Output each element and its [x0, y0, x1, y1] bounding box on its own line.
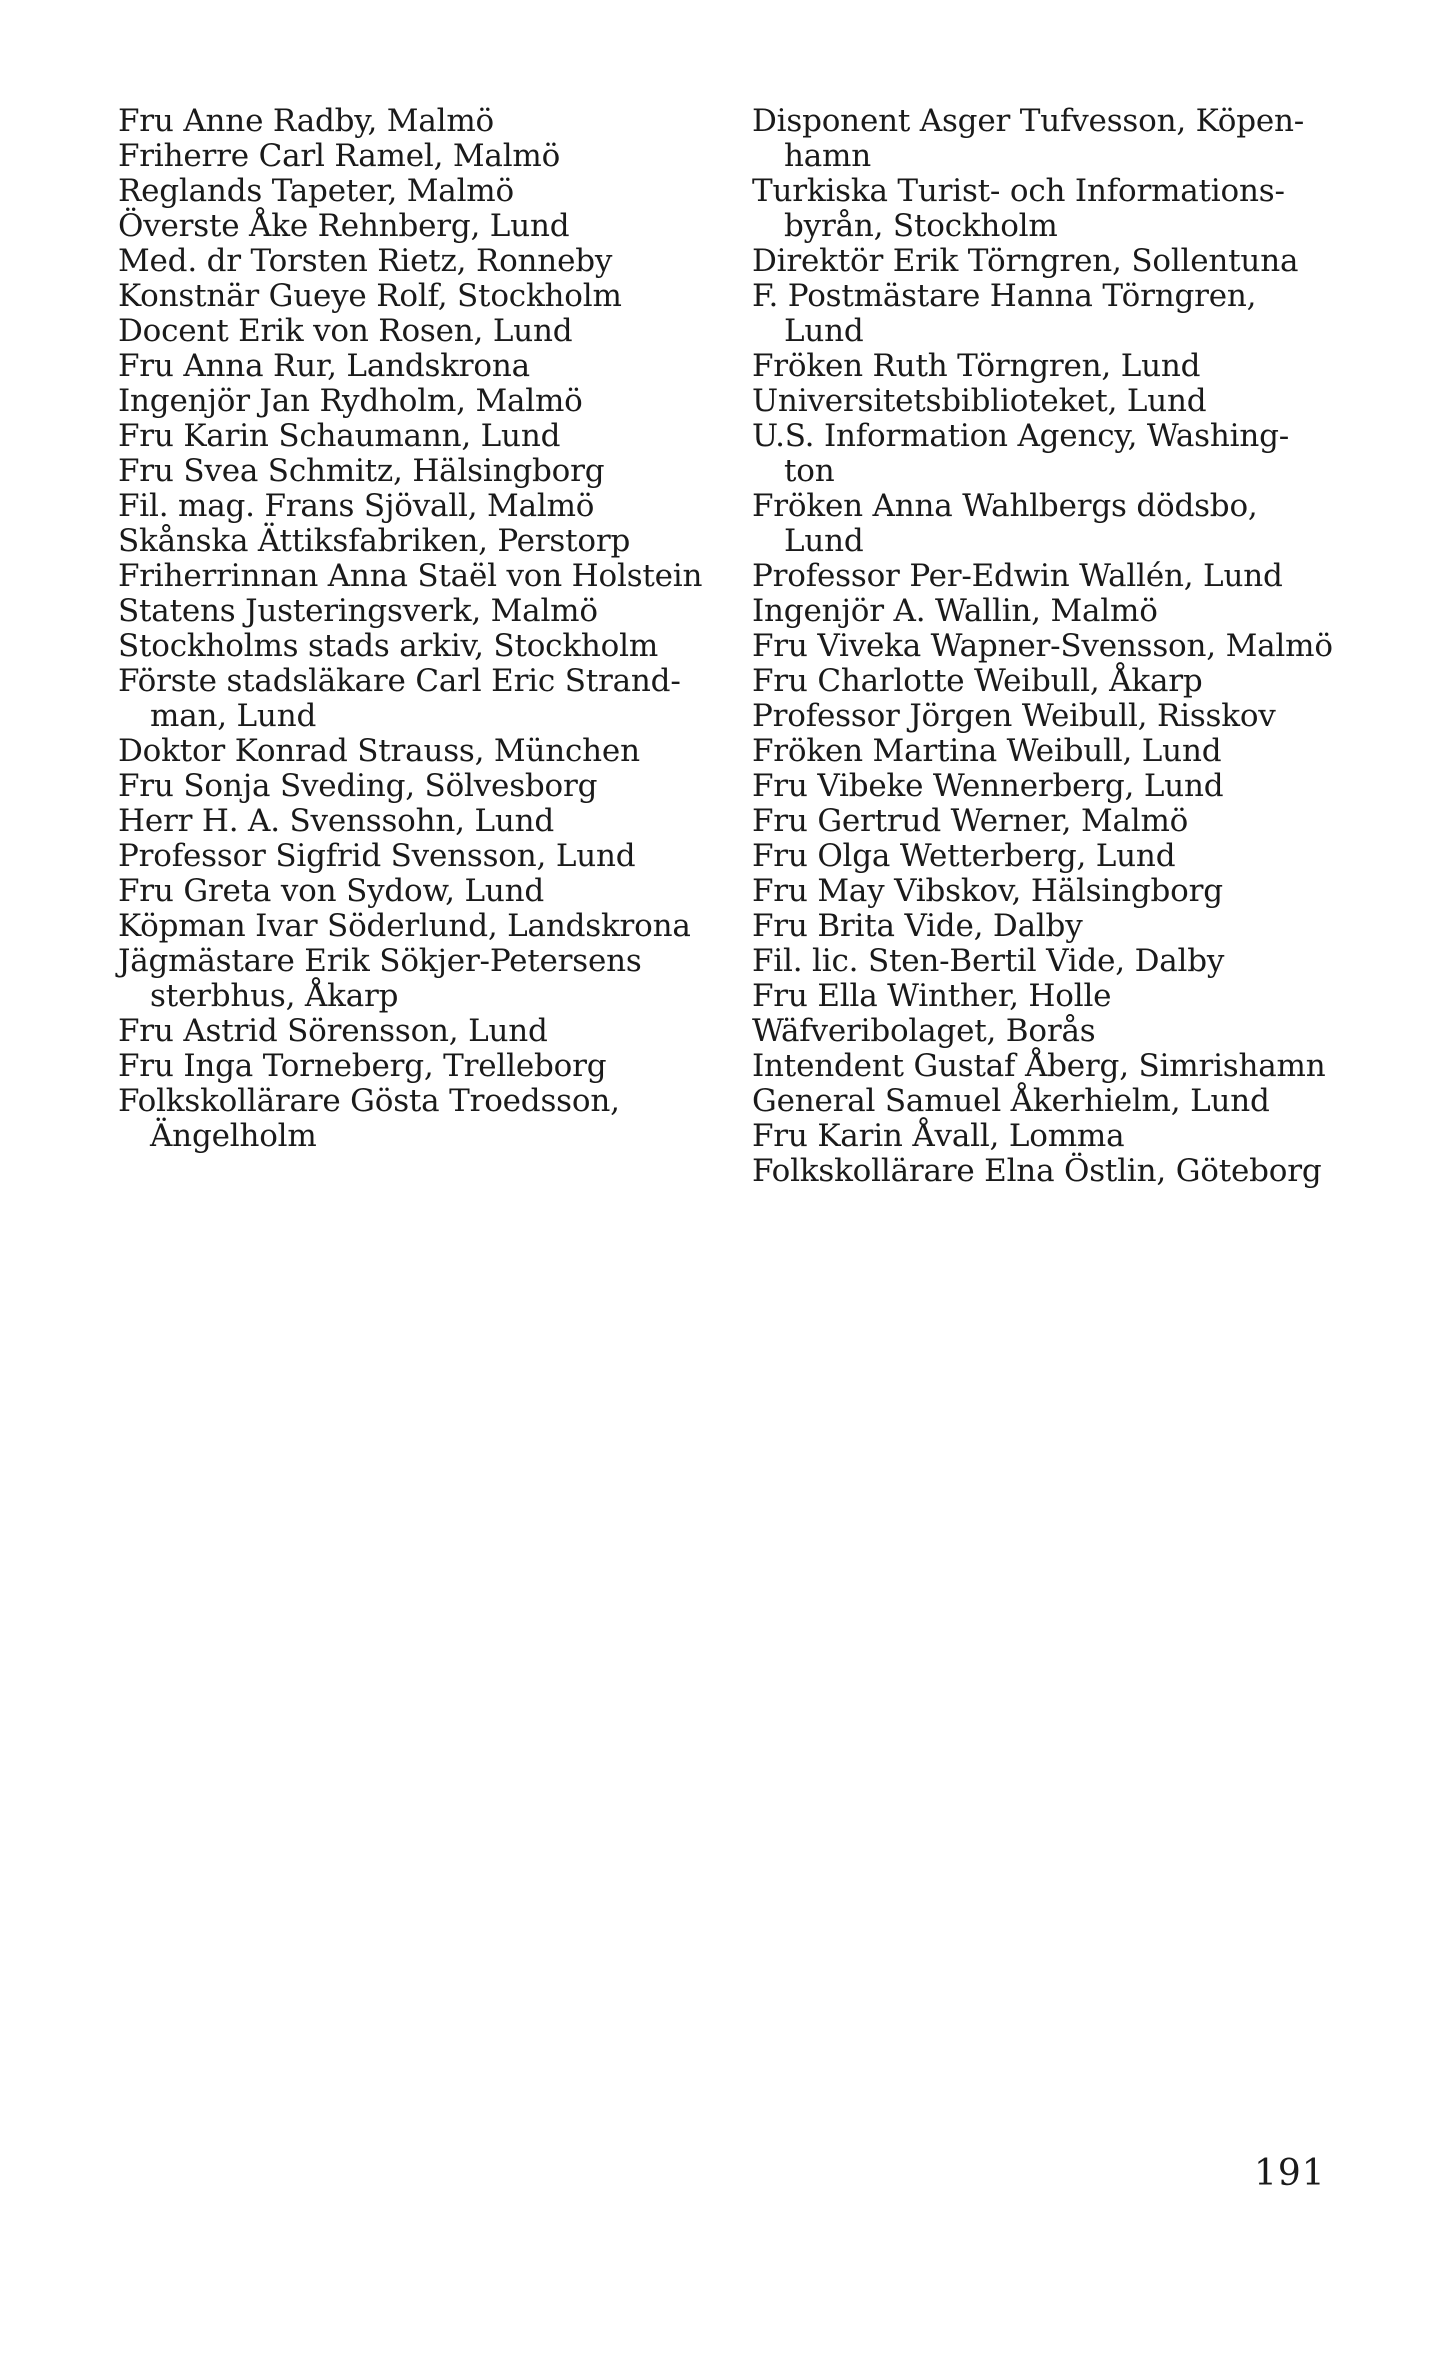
entry-line: Professor Jörgen Weibull, Risskov	[752, 698, 1276, 734]
entry-line: Universitetsbiblioteket, Lund	[752, 383, 1207, 419]
list-item	[118, 734, 738, 769]
list-item	[752, 874, 1352, 909]
entry-line: Reglands Tapeter, Malmö	[118, 173, 514, 209]
entry-continuation-line: byrån, Stockholm	[784, 208, 1058, 244]
entry-line: Professor Per-Edwin Wallén, Lund	[752, 558, 1283, 594]
list-item	[118, 594, 738, 629]
list-item	[118, 174, 738, 209]
list-item	[752, 419, 1352, 489]
list-item	[752, 699, 1352, 734]
entry-line: Fru Anna Rur, Landskrona	[118, 348, 530, 384]
entry-line: Jägmästare Erik Sökjer-Petersens	[118, 943, 642, 979]
entry-line: Överste Åke Rehnberg, Lund	[118, 208, 570, 244]
list-item	[118, 664, 738, 734]
entry-line: Folkskollärare Elna Östlin, Göteborg	[752, 1153, 1322, 1189]
list-item	[118, 1014, 738, 1049]
entry-line: Fru Ella Winther, Holle	[752, 978, 1112, 1014]
list-item	[118, 804, 738, 839]
list-item	[118, 944, 738, 1014]
list-item	[752, 979, 1352, 1014]
entry-line: Doktor Konrad Strauss, München	[118, 733, 640, 769]
list-item	[118, 629, 738, 664]
entry-line: Fru Olga Wetterberg, Lund	[752, 838, 1176, 874]
entry-line: Direktör Erik Törngren, Sollentuna	[752, 243, 1299, 279]
list-item	[118, 209, 738, 244]
list-item	[752, 384, 1352, 419]
entry-line: Fru Sonja Sveding, Sölvesborg	[118, 768, 598, 804]
entry-line: Fru Viveka Wapner-Svensson, Malmö	[752, 628, 1333, 664]
entry-line: Stockholms stads arkiv, Stockholm	[118, 628, 659, 664]
list-item	[752, 944, 1352, 979]
list-item	[118, 139, 738, 174]
list-item	[752, 1084, 1352, 1119]
list-item	[752, 909, 1352, 944]
list-item	[118, 1084, 738, 1154]
entry-line: Fru Svea Schmitz, Hälsingborg	[118, 453, 605, 489]
entry-line: Fil. lic. Sten-Bertil Vide, Dalby	[752, 943, 1225, 979]
entry-line: Ingenjör A. Wallin, Malmö	[752, 593, 1158, 629]
list-item	[118, 559, 738, 594]
list-item	[118, 454, 738, 489]
list-item	[752, 734, 1352, 769]
entry-line: Intendent Gustaf Åberg, Simrishamn	[752, 1048, 1326, 1084]
list-item	[118, 384, 738, 419]
list-item	[752, 1049, 1352, 1084]
entry-line: Fru Astrid Sörensson, Lund	[118, 1013, 548, 1049]
list-item	[118, 419, 738, 454]
list-item	[118, 349, 738, 384]
entry-line: Fil. mag. Frans Sjövall, Malmö	[118, 488, 595, 524]
entry-line: Fru Brita Vide, Dalby	[752, 908, 1083, 944]
list-item	[118, 839, 738, 874]
entry-line: Förste stadsläkare Carl Eric Strand-	[118, 663, 681, 699]
entry-line: Fru Anne Radby, Malmö	[118, 103, 494, 139]
list-item	[118, 769, 738, 804]
entry-line: F. Postmästare Hanna Törngren,	[752, 278, 1257, 314]
list-item	[752, 664, 1352, 699]
list-item	[752, 279, 1352, 349]
entry-continuation-line: sterbhus, Åkarp	[150, 978, 399, 1014]
entry-line: Professor Sigfrid Svensson, Lund	[118, 838, 636, 874]
entry-line: Friherre Carl Ramel, Malmö	[118, 138, 561, 174]
entry-line: Turkiska Turist- och Informations-	[752, 173, 1285, 209]
page-number: 191	[1254, 2153, 1326, 2194]
list-item	[752, 104, 1352, 174]
entry-line: Fröken Anna Wahlbergs dödsbo,	[752, 488, 1258, 524]
list-item	[118, 874, 738, 909]
list-item	[752, 489, 1352, 559]
subscriber-list-right-column	[752, 104, 1352, 1189]
entry-line: Skånska Ättiksfabriken, Perstorp	[118, 523, 631, 559]
list-item	[752, 244, 1352, 279]
entry-line: Folkskollärare Gösta Troedsson,	[118, 1083, 620, 1119]
entry-line: Fru Karin Schaumann, Lund	[118, 418, 561, 454]
list-item	[118, 314, 738, 349]
list-item	[752, 839, 1352, 874]
entry-line: Fru Vibeke Wennerberg, Lund	[752, 768, 1224, 804]
entry-line: Ingenjör Jan Rydholm, Malmö	[118, 383, 583, 419]
entry-line: Fru Karin Åvall, Lomma	[752, 1118, 1125, 1154]
entry-continuation-line: Lund	[784, 523, 864, 559]
entry-line: Köpman Ivar Söderlund, Landskrona	[118, 908, 691, 944]
list-item	[118, 279, 738, 314]
entry-continuation-line: Ängelholm	[150, 1118, 317, 1154]
entry-line: Wäfveribolaget, Borås	[752, 1013, 1096, 1049]
entry-line: Disponent Asger Tufvesson, Köpen-	[752, 103, 1305, 139]
entry-line: Fru Inga Torneberg, Trelleborg	[118, 1048, 607, 1084]
list-item	[752, 594, 1352, 629]
list-item	[118, 104, 738, 139]
entry-line: General Samuel Åkerhielm, Lund	[752, 1083, 1270, 1119]
list-item	[752, 629, 1352, 664]
list-item	[752, 349, 1352, 384]
subscriber-list-left-column	[118, 104, 738, 1154]
list-item	[118, 524, 738, 559]
entry-continuation-line: Lund	[784, 313, 864, 349]
entry-line: Fru Greta von Sydow, Lund	[118, 873, 545, 909]
list-item	[752, 559, 1352, 594]
entry-continuation-line: hamn	[784, 138, 872, 174]
entry-line: Herr H. A. Svenssohn, Lund	[118, 803, 555, 839]
entry-line: Docent Erik von Rosen, Lund	[118, 313, 573, 349]
entry-line: Med. dr Torsten Rietz, Ronneby	[118, 243, 613, 279]
list-item	[118, 489, 738, 524]
list-item	[752, 1119, 1352, 1154]
list-item	[118, 244, 738, 279]
entry-line: Fru Gertrud Werner, Malmö	[752, 803, 1189, 839]
list-item	[752, 174, 1352, 244]
entry-line: Statens Justeringsverk, Malmö	[118, 593, 598, 629]
list-item	[118, 909, 738, 944]
list-item	[118, 1049, 738, 1084]
list-item	[752, 1154, 1352, 1189]
entry-continuation-line: man, Lund	[150, 698, 317, 734]
list-item	[752, 1014, 1352, 1049]
entry-line: Fröken Ruth Törngren, Lund	[752, 348, 1201, 384]
list-item	[752, 804, 1352, 839]
entry-line: Friherrinnan Anna Staël von Holstein	[118, 558, 703, 594]
list-item	[752, 769, 1352, 804]
entry-line: Fru May Vibskov, Hälsingborg	[752, 873, 1223, 909]
entry-line: Fru Charlotte Weibull, Åkarp	[752, 663, 1203, 699]
entry-continuation-line: ton	[784, 453, 835, 489]
entry-line: U.S. Information Agency, Washing-	[752, 418, 1290, 454]
entry-line: Konstnär Gueye Rolf, Stockholm	[118, 278, 622, 314]
entry-line: Fröken Martina Weibull, Lund	[752, 733, 1222, 769]
